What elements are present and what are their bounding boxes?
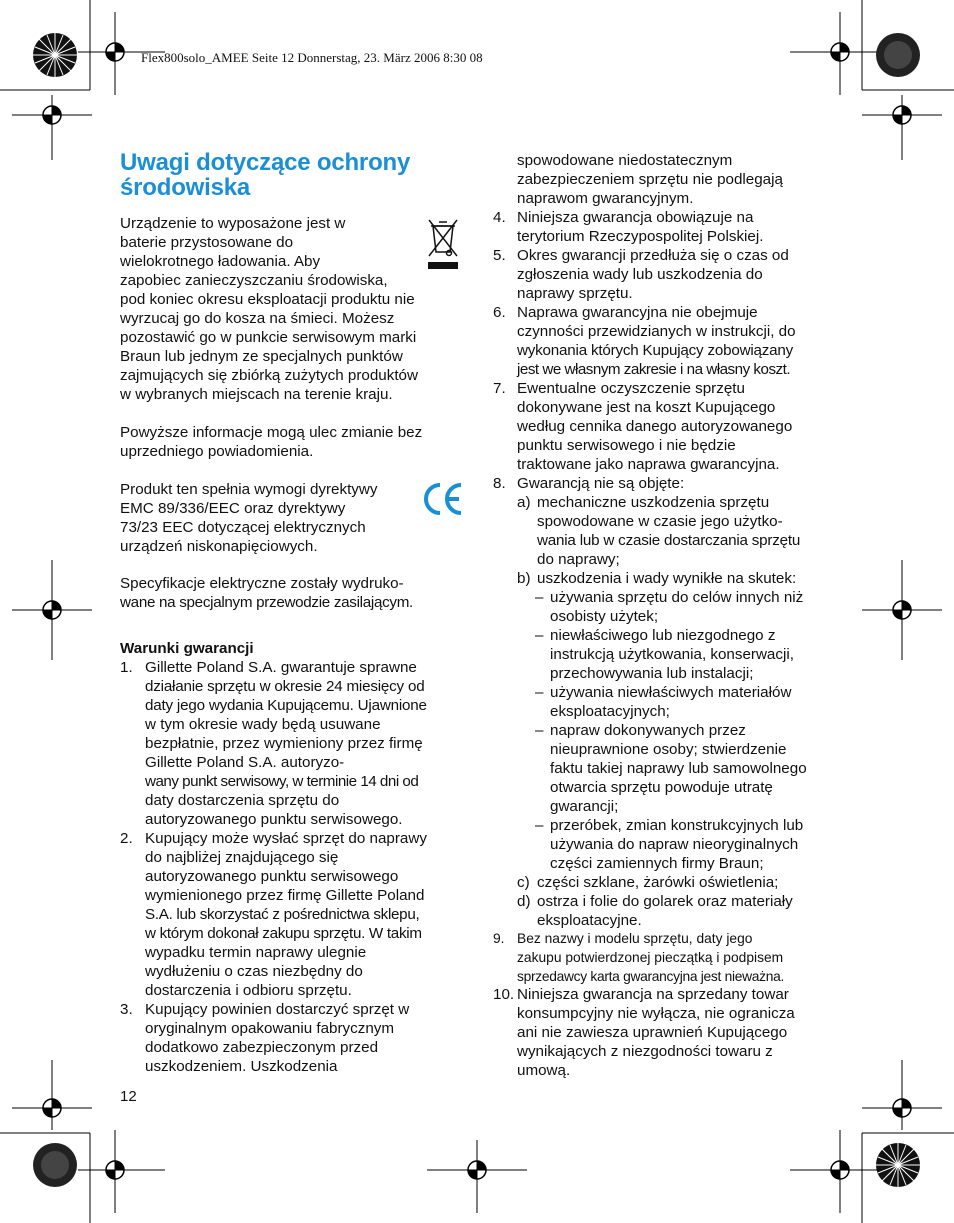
text-line: bezpłatnie, przez wymieniony przez firmę — [145, 735, 423, 752]
text-line: ani nie zawiesza uprawnień Kupującego — [517, 1024, 788, 1041]
text-line: czynności przewidzianych w instrukcji, do — [517, 323, 796, 340]
list-item — [493, 303, 796, 379]
text-line: wymienionego przez firmę Gillette Poland — [145, 887, 425, 904]
text-line: terytorium Rzeczypospolitej Polskiej. — [517, 228, 764, 245]
list-item — [120, 1000, 465, 1076]
dash-mark: – — [535, 817, 544, 834]
item-number: 5. — [493, 247, 506, 264]
dash-item — [535, 588, 803, 626]
text-line: wielokrotnego ładowania. Aby — [120, 253, 321, 270]
text-line: przechowywania lub instalacji; — [550, 665, 754, 682]
text-line: dodatkowo zabezpieczonym przed — [145, 1039, 379, 1056]
text-line: w którym dokonał zakupu sprzętu. W takim — [145, 925, 422, 942]
text-line: do naprawy; — [537, 551, 620, 568]
continued-paragraph — [517, 151, 783, 208]
text-line: uprzedniego powiadomienia. — [120, 443, 314, 460]
title-line-1: Uwagi dotyczące ochrony — [120, 149, 411, 176]
text-line: Gillette Poland S.A. autoryzo- — [145, 754, 345, 771]
text-line: dostarczenia i odbioru sprzętu. — [145, 982, 352, 999]
text-line: wane na specjalnym przewodzie zasilającym. — [120, 594, 413, 611]
crossed-out-wheelie-bin-icon — [425, 216, 461, 272]
text-line: autoryzowanego punktu serwisowego — [145, 868, 399, 885]
text-line: używania sprzętu do celów innych niż — [550, 589, 804, 606]
text-line: niewłaściwego lub niezgodnego z — [550, 627, 776, 644]
text-line: urządzeń niskonapięciowych. — [120, 538, 318, 555]
item-number: 9. — [493, 931, 505, 946]
emc-paragraph — [120, 480, 420, 556]
text-line: części zamiennych firmy Braun; — [550, 855, 764, 872]
text-line: zajmujących się zbiórką zużytych produktów — [120, 367, 418, 384]
print-header: Flex800solo_AMEE Seite 12 Donnerstag, 23. März 2006 8:30 08 — [141, 50, 483, 65]
dash-item — [535, 721, 807, 816]
text-line: Powyższe informacje mogą ulec zmianie bez — [120, 424, 423, 441]
text-line: jest we własnym zakresie i na własny koszt. — [517, 361, 791, 378]
text-line: w tym okresie wady będą usuwane — [145, 716, 381, 733]
dash-item — [535, 626, 794, 683]
text-line: Gillette Poland S.A. gwarantuje sprawne — [145, 659, 417, 676]
text-line: Ewentualne oczyszczenie sprzętu — [517, 380, 745, 397]
title-line-2: środowiska — [120, 174, 251, 201]
text-line: Okres gwarancji przedłuża się o czas od — [517, 247, 789, 264]
text-line: zapobiec zanieczyszczaniu środowiska, — [120, 272, 388, 289]
text-line: gwarancji; — [550, 798, 619, 815]
text-line: wydłużeniu o czas niezbędny do — [145, 963, 363, 980]
text-line: S.A. lub skorzystać z pośrednictwa sklepu, — [145, 906, 420, 923]
text-line: umową. — [517, 1062, 571, 1079]
text-line: spowodowane niedostatecznym — [517, 152, 733, 169]
text-line: Gwarancją nie są objęte: — [517, 475, 685, 492]
dash-mark: – — [535, 589, 544, 606]
ce-mark-icon — [421, 480, 465, 518]
text-line: punktu serwisowego i nie będzie — [517, 437, 736, 454]
item-number: 4. — [493, 209, 506, 226]
sub-item-c — [517, 873, 778, 892]
list-item — [493, 474, 684, 493]
dash-mark: – — [535, 684, 544, 701]
text-line: spowodowane w czasie jego użytko- — [537, 513, 783, 530]
text-line: 73/23 EEC dotyczącej elektrycznych — [120, 519, 366, 536]
text-line: pozostawić go w punkcie serwisowym marki — [120, 329, 417, 346]
list-item — [493, 985, 795, 1080]
text-line: wynikających z niezgodności towaru z — [517, 1043, 773, 1060]
text-line: nieuprawnione osoby; stwierdzenie — [550, 741, 787, 758]
text-line: działanie sprzętu w okresie 24 miesięcy od — [145, 678, 425, 695]
text-line: oryginalnym opakowaniu fabrycznym — [145, 1020, 395, 1037]
change-notice — [120, 423, 465, 461]
list-item — [493, 208, 763, 246]
text-line: w wybranych miejscach na terenie kraju. — [120, 386, 393, 403]
sub-item-b — [517, 569, 796, 588]
text-line: Kupujący powinien dostarczyć sprzęt w — [145, 1001, 410, 1018]
list-item — [120, 658, 465, 829]
text-line: napraw dokonywanych przez — [550, 722, 746, 739]
item-number: 10. — [493, 986, 515, 1003]
text-line: zabezpieczeniem sprzętu nie podlegają — [517, 171, 783, 188]
text-line: daty jego wydania Kupującemu. Ujawnione — [145, 697, 427, 714]
text-line: osobisty użytek; — [550, 608, 659, 625]
text-line: wyrzucaj go do kosza na śmieci. Możesz — [120, 310, 395, 327]
text-line: używania do napraw nieoryginalnych — [550, 836, 799, 853]
text-line: konsumpcyjny nie wyłącza, nie ogranicza — [517, 1005, 795, 1022]
text-line: dokonywane jest na koszt Kupującego — [517, 399, 776, 416]
intro-paragraph — [120, 214, 425, 404]
item-number: 1. — [120, 659, 133, 676]
list-item — [120, 829, 465, 1000]
sub-label: a) — [517, 494, 531, 511]
text-line: otwarcia sprzętu powoduje utratę — [550, 779, 773, 796]
text-line: Naprawa gwarancyjna nie obejmuje — [517, 304, 758, 321]
warranty-heading: Warunki gwarancji — [120, 640, 254, 657]
text-line: uszkodzenia i wady wynikłe na skutek: — [537, 570, 797, 587]
text-line: Urządzenie to wyposażone jest w — [120, 215, 346, 232]
text-line: EMC 89/336/EEC oraz dyrektywy — [120, 500, 346, 517]
text-line: wykonania których Kupujący zobowiązany — [517, 342, 794, 359]
text-line: przeróbek, zmian konstrukcyjnych lub — [550, 817, 804, 834]
page-number: 12 — [120, 1088, 137, 1105]
sub-label: b) — [517, 570, 531, 587]
item-number: 8. — [493, 475, 506, 492]
text-line: Niniejsza gwarancja na sprzedany towar — [517, 986, 789, 1003]
text-line: naprawom gwarancyjnym. — [517, 190, 694, 207]
dash-mark: – — [535, 722, 544, 739]
text-line: instrukcją użytkowania, konserwacji, — [550, 646, 794, 663]
text-line: traktowane jako naprawa gwarancyjna. — [517, 456, 780, 473]
page-title — [120, 150, 450, 200]
sub-label: d) — [517, 893, 531, 910]
text-line: naprawy sprzętu. — [517, 285, 633, 302]
list-item — [493, 929, 784, 986]
list-item — [493, 246, 789, 303]
text-line: eksploatacyjnych; — [550, 703, 670, 720]
sub-item-d — [517, 892, 793, 930]
text-line: wania lub w czasie dostarczania sprzętu — [537, 532, 801, 549]
text-line: Produkt ten spełnia wymogi dyrektywy — [120, 481, 378, 498]
text-line: autoryzowanego punktu serwisowego. — [145, 811, 403, 828]
text-line: używania niewłaściwych materiałów — [550, 684, 792, 701]
text-line: faktu takiej naprawy lub samowolnego — [550, 760, 807, 777]
item-number: 2. — [120, 830, 133, 847]
text-line: wypadku termin naprawy ulegnie — [145, 944, 367, 961]
text-line: Braun lub jednym ze specjalnych punktów — [120, 348, 403, 365]
dash-item — [535, 816, 803, 873]
sub-label: c) — [517, 874, 530, 891]
text-line: baterie przystosowane do — [120, 234, 294, 251]
spec-paragraph — [120, 574, 465, 612]
text-line: pod koniec okresu eksploatacji produktu nie — [120, 291, 415, 308]
text-line: uszkodzeniem. Uszkodzenia — [145, 1058, 338, 1075]
item-number: 3. — [120, 1001, 133, 1018]
text-line: ostrza i folie do golarek oraz materiały — [537, 893, 793, 910]
text-line: zakupu potwierdzonej pieczątką i podpisem — [517, 950, 784, 965]
text-line: Bez nazwy i modelu sprzętu, daty jego — [517, 931, 753, 946]
text-line: Niniejsza gwarancja obowiązuje na — [517, 209, 754, 226]
text-line: według cennika danego autoryzowanego — [517, 418, 793, 435]
list-item — [493, 379, 792, 474]
dash-item — [535, 683, 791, 721]
text-line: zgłoszenia wady lub uszkodzenia do — [517, 266, 763, 283]
text-line: do najbliżej znajdującego się — [145, 849, 339, 866]
text-line: daty dostarczenia sprzętu do — [145, 792, 340, 809]
text-line: sprzedawcy karta gwarancyjna jest nieważna. — [517, 969, 785, 984]
text-line: Kupujący może wysłać sprzęt do naprawy — [145, 830, 427, 847]
item-number: 6. — [493, 304, 506, 321]
text-line: eksploatacyjne. — [537, 912, 642, 929]
sub-item-a — [517, 493, 800, 569]
item-number: 7. — [493, 380, 506, 397]
text-line: części szklane, żarówki oświetlenia; — [537, 874, 779, 891]
text-line: wany punkt serwisowy, w terminie 14 dni od — [145, 773, 419, 790]
text-line: Specyfikacje elektryczne zostały wydruko- — [120, 575, 404, 592]
text-line: mechaniczne uszkodzenia sprzętu — [537, 494, 770, 511]
dash-mark: – — [535, 627, 544, 644]
